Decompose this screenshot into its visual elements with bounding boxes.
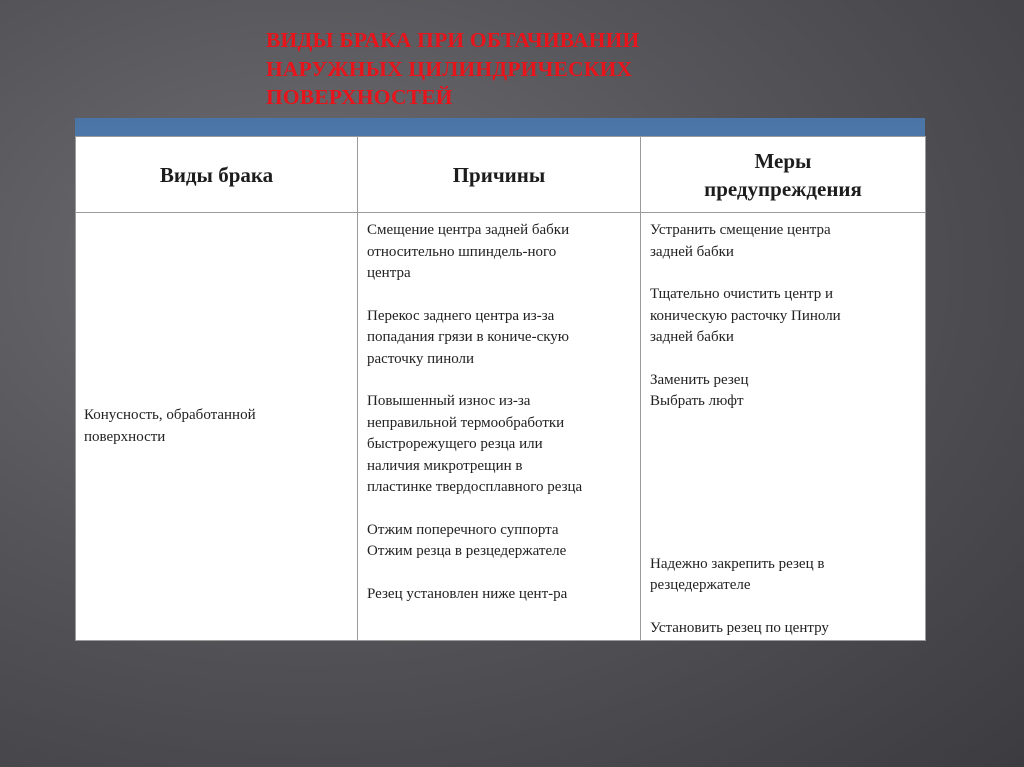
- cause-line: попадания грязи в кониче-скую: [367, 329, 570, 345]
- cause-line: Отжим резца в резцедержателе: [367, 543, 567, 559]
- cause-line: Повышенный износ из-за: [367, 393, 531, 409]
- cause-item: [367, 391, 631, 499]
- defect-cell: [76, 213, 358, 641]
- prevention-line: Устранить смещение центра: [650, 222, 831, 238]
- prevention-item: [650, 618, 916, 640]
- cause-item: [367, 306, 631, 371]
- prevention-line: задней бабки: [650, 329, 734, 345]
- cause-line: неправильной термообработки: [367, 414, 565, 431]
- cause-line: Резец установлен ниже цент-ра: [367, 585, 568, 602]
- prevention-item: [650, 554, 916, 597]
- header-prevention-label: Меры: [754, 148, 812, 173]
- cause-line: Отжим поперечного суппорта: [367, 521, 559, 538]
- title-line: ПОВЕРХНОСТЕЙ: [266, 85, 453, 109]
- table-frame: [75, 118, 925, 638]
- causes-cell: [358, 213, 641, 641]
- header-defects-label: Виды брака: [159, 162, 274, 187]
- cause-line: наличия микротрещин в: [367, 457, 523, 474]
- prevention-cell: [641, 213, 926, 641]
- spacer: [650, 434, 916, 554]
- defect-text: поверхности: [84, 428, 166, 445]
- cause-item: [367, 584, 631, 606]
- prevention-line: резцедержателе: [650, 577, 751, 593]
- prevention-item: [650, 220, 916, 263]
- title-line: ВИДЫ БРАКА ПРИ ОБТАЧИВАНИИ: [266, 28, 640, 52]
- cause-line: центра: [367, 265, 411, 281]
- cause-line: Перекос заднего центра из-за: [367, 307, 555, 324]
- cause-item: [367, 520, 631, 563]
- header-prevention-label: предупреждения: [704, 176, 862, 201]
- cause-item: [367, 220, 631, 285]
- cause-line: относительно шпиндель-ного: [367, 243, 557, 260]
- prevention-line: Установить резец по центру: [650, 619, 829, 636]
- defects-table: [75, 136, 926, 641]
- prevention-item: [650, 370, 916, 413]
- cause-line: Смещение центра задней бабки: [367, 222, 570, 238]
- cause-line: расточку пиноли: [367, 350, 475, 367]
- header-causes: [358, 137, 641, 213]
- defect-text: Конусность, обработанной: [84, 407, 256, 423]
- prevention-line: Заменить резец: [650, 371, 749, 388]
- slide-title: [266, 26, 786, 112]
- prevention-line: Тщательно очистить центр и: [650, 286, 834, 302]
- cause-line: быстрорежущего резца или: [367, 436, 543, 452]
- title-line: НАРУЖНЫХ ЦИЛИНДРИЧЕСКИХ: [266, 56, 633, 81]
- prevention-line: Надежно закрепить резец в: [650, 555, 825, 572]
- header-defects: [76, 137, 358, 213]
- prevention-item: [650, 284, 916, 349]
- header-causes-label: Причины: [452, 162, 546, 187]
- header-prevention: [641, 137, 926, 213]
- prevention-line: коническую расточку Пиноли: [650, 307, 841, 324]
- prevention-line: задней бабки: [650, 243, 734, 260]
- table-row: [76, 213, 926, 641]
- cause-line: пластинке твердосплавного резца: [367, 479, 583, 495]
- table-header-row: [76, 137, 926, 213]
- prevention-line: Выбрать люфт: [650, 393, 744, 409]
